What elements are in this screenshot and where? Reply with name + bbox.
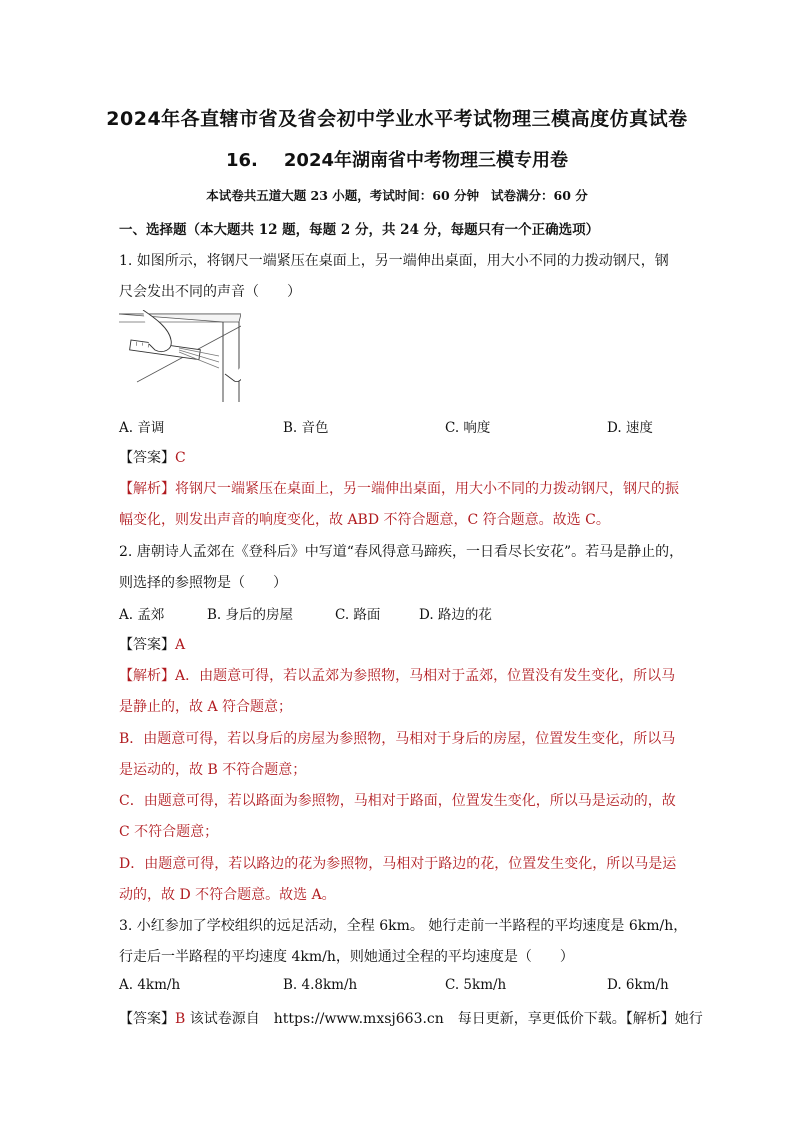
q3-option-d[interactable]: D. 6km/h xyxy=(607,977,669,993)
answer-value: C xyxy=(175,450,186,466)
q2-analysis-line2: 是静止的，故 A 符合题意； xyxy=(119,699,293,715)
exam-main-title: 2024年各直辖市省及省会初中学业水平考试物理三模高度仿真试卷 xyxy=(106,108,688,130)
q2-analysis-line5: C．由题意可得，若以路面为参照物，马相对于路面，位置发生变化，所以马是运动的，故 xyxy=(119,793,676,809)
q1-option-c[interactable]: C. 响度 xyxy=(445,420,491,436)
q3-text-line1: 3. 小红参加了学校组织的远足活动，全程 6km。 她行走前一半路程的平均速度是 6km/h， xyxy=(119,918,688,934)
exam-score: 试卷满分：60 分 xyxy=(491,188,588,203)
q2-option-b[interactable]: B. 身后的房屋 xyxy=(207,607,294,623)
q2-answer xyxy=(119,634,185,654)
q1-option-b[interactable]: B. 音色 xyxy=(283,420,329,436)
section1-header: 一、选择题（本大题共 12 题，每题 2 分，共 24 分，每题只有一个正确选项） xyxy=(119,222,600,238)
analysis-text: 将钢尺一端紧压在桌面上，另一端伸出桌面，用大小不同的力拨动钢尺，钢尺的振 xyxy=(175,481,679,497)
q2-analysis-line8: 动的，故 D 不符合题意。故选 A。 xyxy=(119,887,336,903)
q3-answer-line xyxy=(119,1008,703,1028)
q2-analysis-line6: C 不符合题意； xyxy=(119,824,219,840)
q1-analysis-line1 xyxy=(119,478,679,498)
q2-analysis-line4: 是运动的，故 B 不符合题意； xyxy=(119,762,307,778)
q2-option-a[interactable]: A. 孟郊 xyxy=(119,607,165,623)
q1-answer xyxy=(119,447,186,467)
analysis-tag: 【解析】 xyxy=(119,668,175,684)
ruler-on-desk-figure xyxy=(119,310,241,402)
q2-analysis-line3: B．由题意可得，若以身后的房屋为参照物，马相对于身后的房屋，位置发生变化，所以马 xyxy=(119,731,676,747)
q3-option-a[interactable]: A. 4km/h xyxy=(119,977,181,993)
answer-value: A xyxy=(175,637,186,653)
sub-title-text: 2024年湖南省中考物理三模专用卷 xyxy=(283,150,568,171)
exam-sub-title xyxy=(0,146,794,172)
q2-text-line2: 则选择的参照物是（ ） xyxy=(119,575,287,591)
q3-option-c[interactable]: C. 5km/h xyxy=(445,977,507,993)
q2-option-d[interactable]: D. 路边的花 xyxy=(419,607,492,623)
q1-text-line1: 1. 如图所示，将钢尺一端紧压在桌面上，另一端伸出桌面，用大小不同的力拨动钢尺，钢 xyxy=(119,253,669,269)
q2-analysis-line1 xyxy=(119,665,675,685)
analysis-tag: 【解析】 xyxy=(119,481,175,497)
q1-text-line2: 尺会发出不同的声音（ ） xyxy=(119,284,301,300)
q2-analysis-line7: D．由题意可得，若以路边的花为参照物，马相对于路边的花，位置发生变化，所以马是运 xyxy=(119,856,677,872)
source-footer: 该试卷源自 https://www.mxsj663.cn 每日更新，享更低价下载。 xyxy=(189,1011,626,1027)
answer-tag: 【答案】 xyxy=(119,450,175,466)
exam-structure: 本试卷共五道大题 23 小题，考试时间：60 分钟 xyxy=(206,188,480,203)
answer-tag: 【答案】 xyxy=(119,637,175,653)
analysis-start: 她行 xyxy=(674,1011,703,1027)
q2-option-c[interactable]: C. 路面 xyxy=(335,607,381,623)
q3-text-line2: 行走后一半路程的平均速度 4km/h，则她通过全程的平均速度是（ ） xyxy=(119,949,574,965)
answer-value: B xyxy=(175,1011,186,1027)
answer-tag: 【答案】 xyxy=(119,1011,175,1027)
q1-option-d[interactable]: D. 速度 xyxy=(607,420,653,436)
q3-option-b[interactable]: B. 4.8km/h xyxy=(283,977,358,993)
analysis-tag: 【解析】 xyxy=(625,1011,675,1027)
q1-analysis-line2: 幅变化，则发出声音的响度变化，故 ABD 不符合题意，C 符合题意。故选 C。 xyxy=(119,512,610,528)
sub-title-number: 16. xyxy=(226,150,258,171)
analysis-text: A．由题意可得，若以孟郊为参照物，马相对于孟郊，位置没有发生变化，所以马 xyxy=(175,668,676,684)
exam-info xyxy=(0,186,794,204)
q2-text-line1: 2. 唐朝诗人孟郊在《登科后》中写道“春风得意马蹄疾，一日看尽长安花”。若马是静止的， xyxy=(119,544,684,560)
q1-option-a[interactable]: A. 音调 xyxy=(119,420,165,436)
